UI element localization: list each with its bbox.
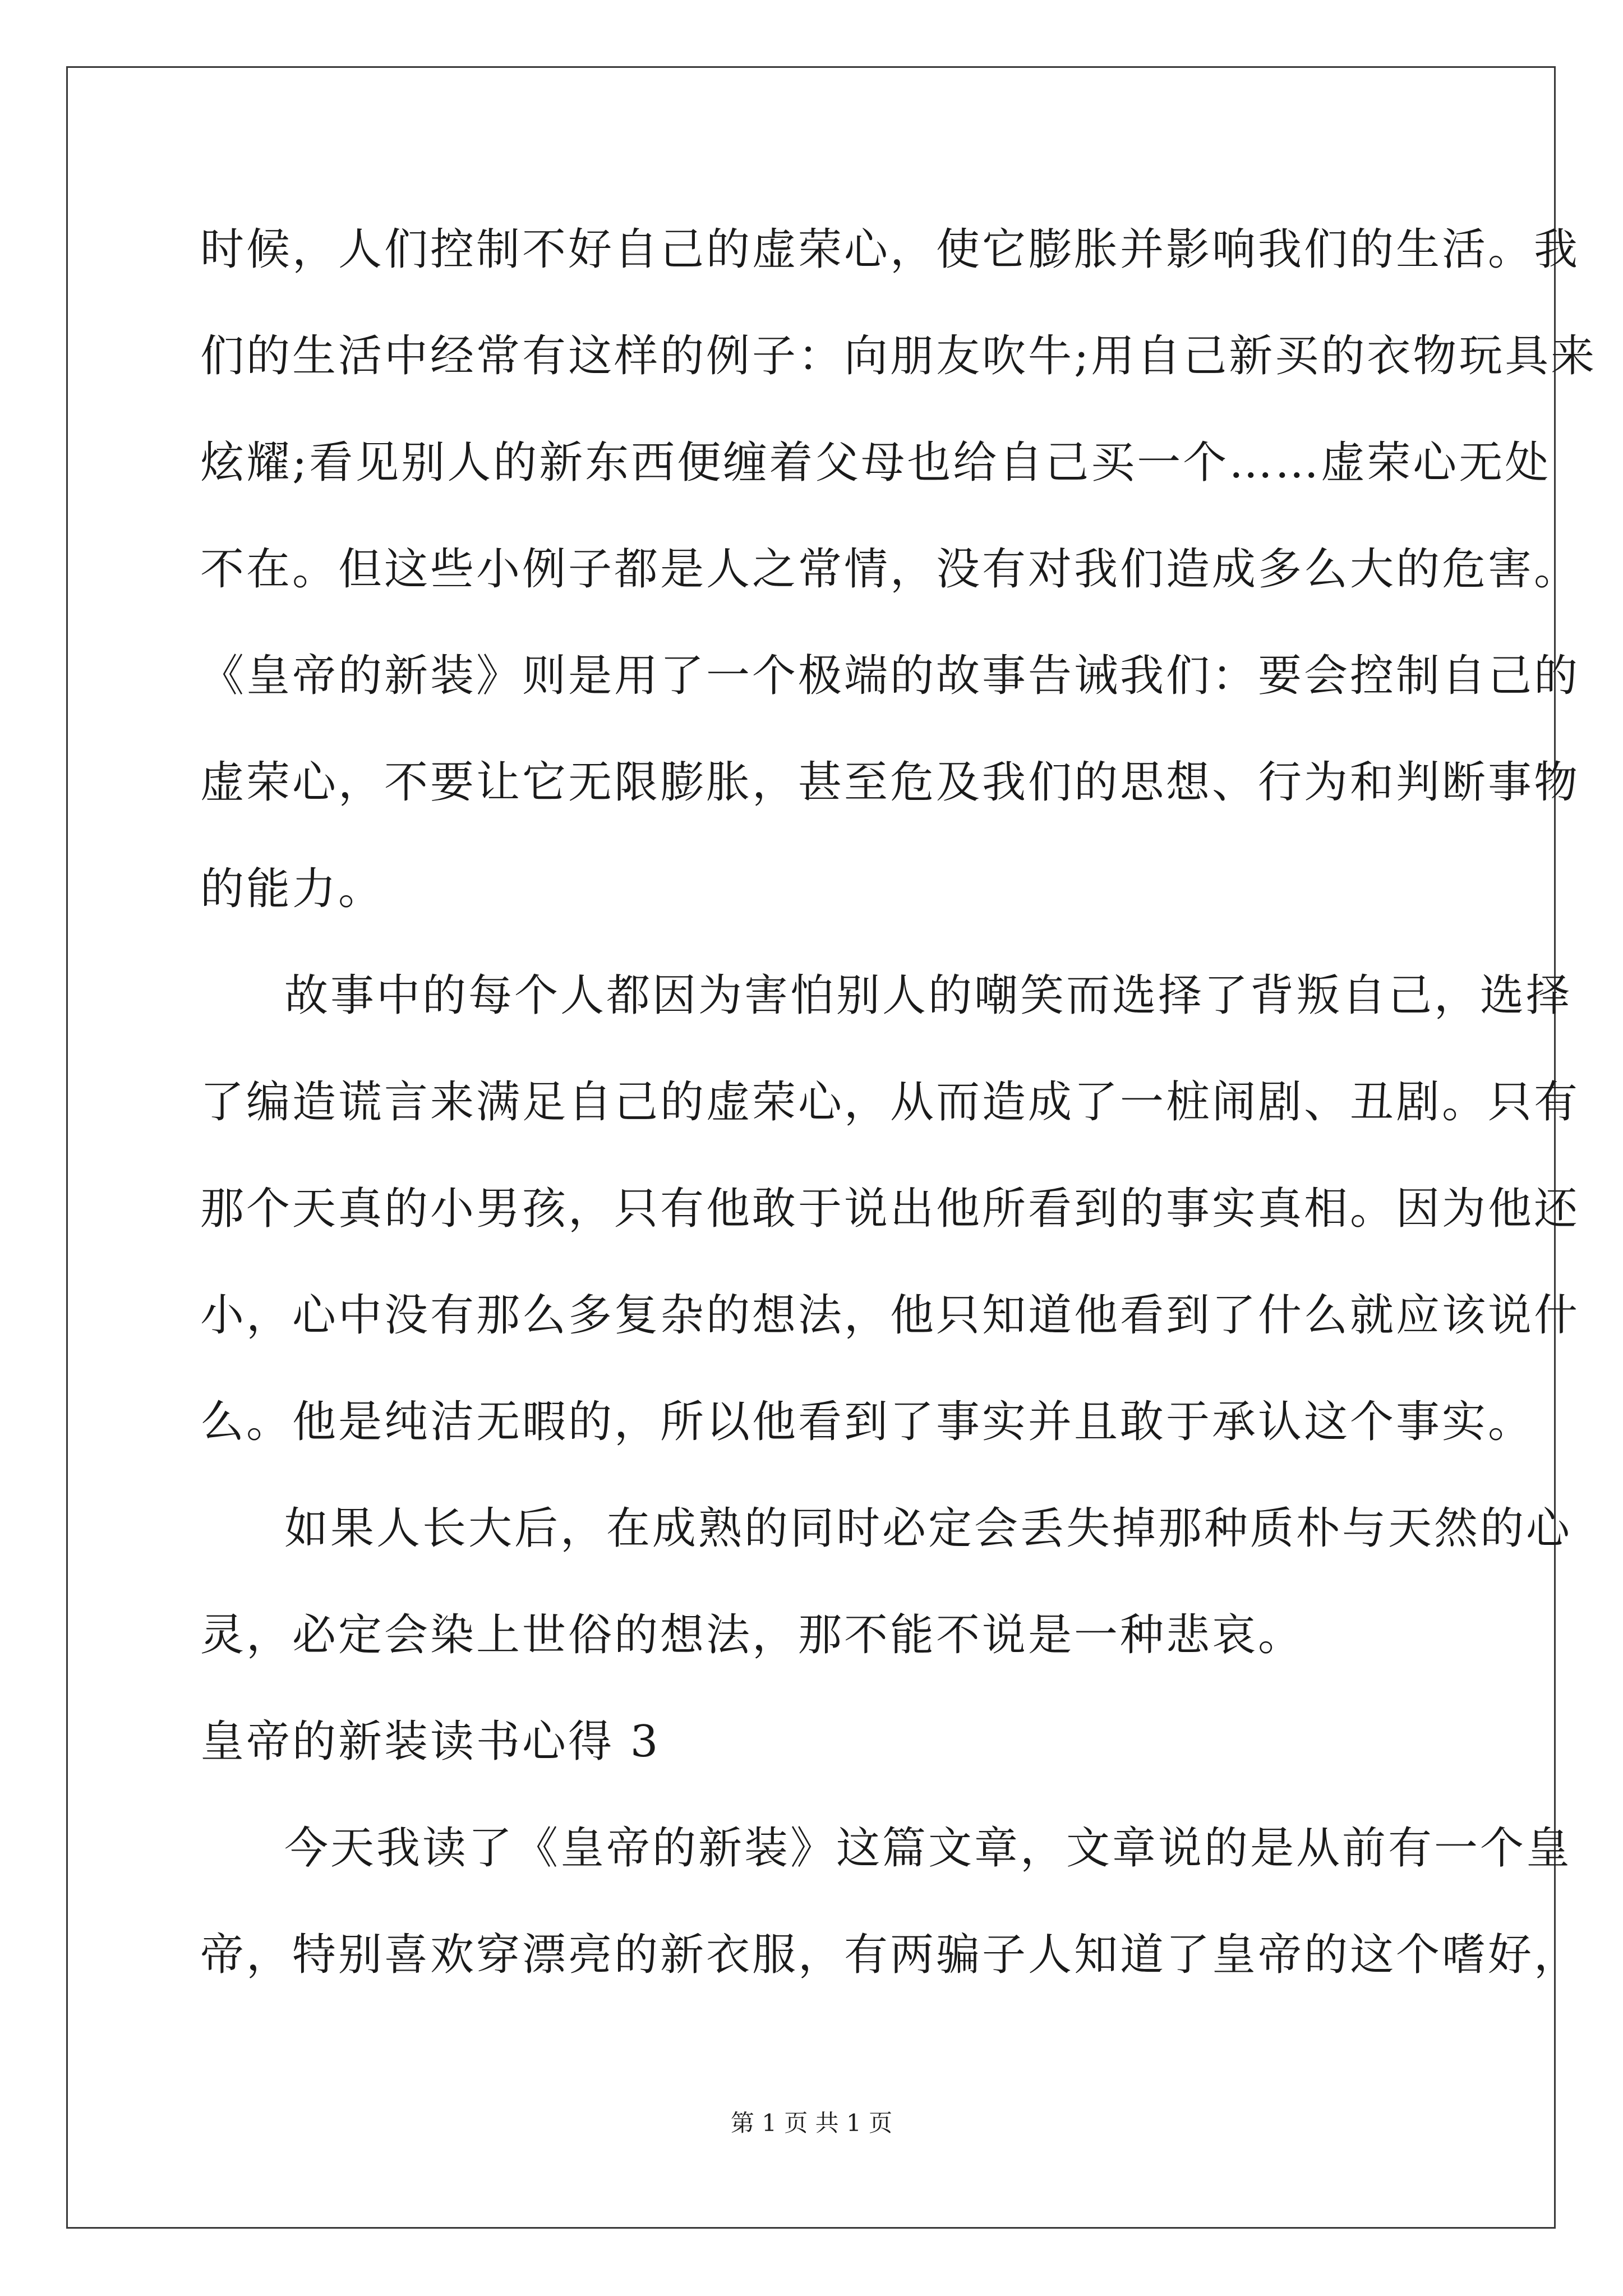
- section-heading: 皇帝的新装读书心得 3: [200, 1717, 661, 1767]
- text-line: 小，心中没有那么多复杂的想法，他只知道他看到了什么就应该说什: [200, 1290, 1580, 1341]
- text-line: 了编造谎言来满足自己的虚荣心，从而造成了一桩闹剧、丑剧。只有: [200, 1077, 1580, 1128]
- page-footer: 第 1 页 共 1 页: [730, 2109, 893, 2137]
- text-line: 不在。但这些小例子都是人之常情，没有对我们造成多么大的危害。: [200, 544, 1580, 595]
- text-line: 时候，人们控制不好自己的虚荣心，使它膨胀并影响我们的生活。我: [200, 224, 1580, 275]
- paragraph-start-line: 如果人长大后，在成熟的同时必定会丢失掉那种质朴与天然的心: [284, 1503, 1573, 1554]
- document-body: [200, 219, 1597, 2031]
- paragraph-start-line: 故事中的每个人都因为害怕别人的嘲笑而选择了背叛自己，选择: [284, 970, 1573, 1021]
- text-line: 炫耀;看见别人的新东西便缠着父母也给自己买一个……虚荣心无处: [200, 438, 1551, 488]
- text-line: 灵，必定会染上世俗的想法，那不能不说是一种悲哀。: [200, 1610, 1304, 1660]
- text-line: 么。他是纯洁无暇的，所以他看到了事实并且敢于承认这个事实。: [200, 1397, 1534, 1447]
- text-line: 《皇帝的新装》则是用了一个极端的故事告诫我们：要会控制自己的: [200, 651, 1580, 701]
- paragraph-start-line: 今天我读了《皇帝的新装》这篇文章，文章说的是从前有一个皇: [284, 1823, 1573, 1874]
- text-line: 们的生活中经常有这样的例子：向朋友吹牛;用自己新买的衣物玩具来: [200, 331, 1597, 381]
- text-line: 的能力。: [200, 864, 385, 914]
- text-line: 那个天真的小男孩，只有他敢于说出他所看到的事实真相。因为他还: [200, 1184, 1580, 1234]
- text-line: 虚荣心，不要让它无限膨胀，甚至危及我们的思想、行为和判断事物: [200, 757, 1580, 808]
- text-line: 帝，特别喜欢穿漂亮的新衣服，有两骗子人知道了皇帝的这个嗜好，: [200, 1930, 1580, 1980]
